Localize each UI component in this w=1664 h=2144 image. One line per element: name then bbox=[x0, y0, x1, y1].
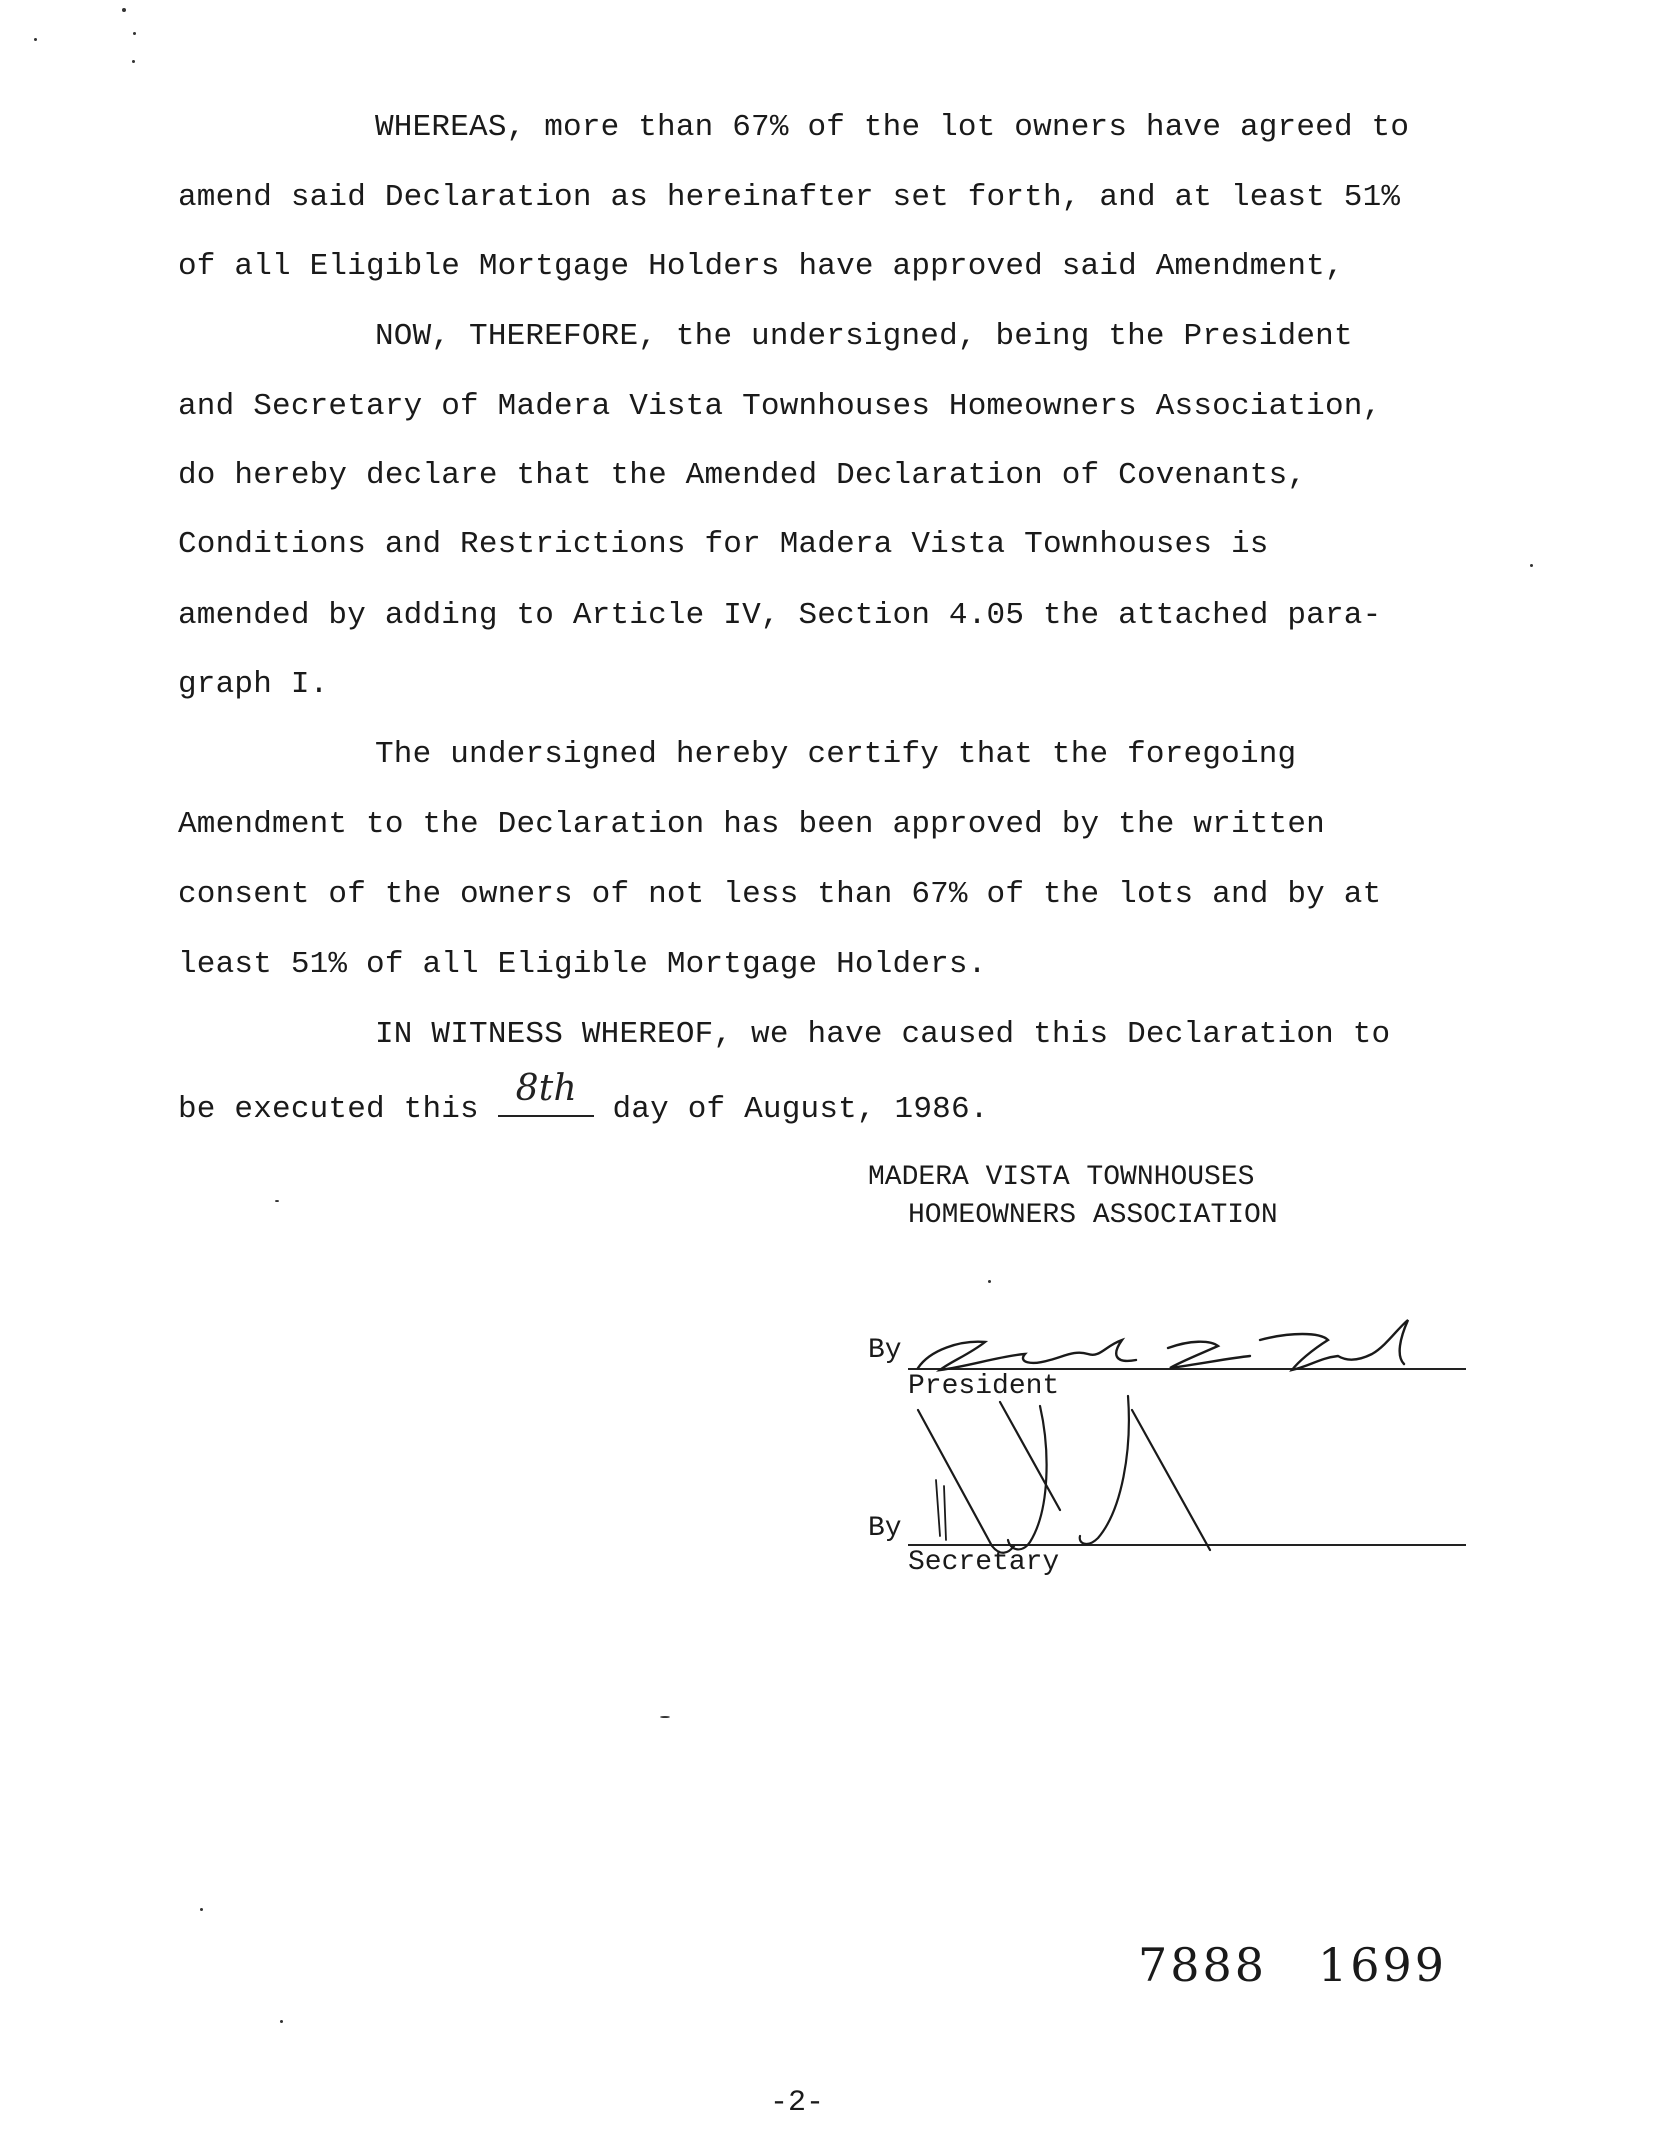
association-name-line-1: MADERA VISTA TOWNHOUSES bbox=[868, 1162, 1255, 1193]
day-blank bbox=[498, 1068, 594, 1117]
recording-page-number: 1699 bbox=[1318, 1938, 1448, 1992]
secretary-signature-stroke-5 bbox=[1132, 1410, 1210, 1550]
president-signature-stroke-3 bbox=[1260, 1320, 1408, 1370]
paragraph-3-line-1: The undersigned hereby certify that the foregoing bbox=[375, 737, 1297, 772]
scan-speck bbox=[275, 1200, 279, 1202]
association-name-line-2: HOMEOWNERS ASSOCIATION bbox=[908, 1200, 1278, 1231]
scan-speck bbox=[988, 1280, 991, 1283]
president-signature-stroke bbox=[918, 1340, 1136, 1370]
secretary-signature-stroke-4 bbox=[1080, 1396, 1129, 1544]
scan-speck bbox=[132, 60, 135, 63]
paragraph-3-line-3: consent of the owners of not less than 67% of the lots and by at bbox=[178, 877, 1382, 912]
secretary-signature-stroke-6 bbox=[936, 1480, 946, 1540]
paragraph-1-line-1: WHEREAS, more than 67% of the lot owners have agreed to bbox=[375, 110, 1410, 145]
paragraph-4-line-1: IN WITNESS WHEREOF, we have caused this Declaration to bbox=[375, 1017, 1391, 1052]
secretary-signature-stroke bbox=[918, 1410, 1014, 1553]
paragraph-3-line-2: Amendment to the Declaration has been approved by the written bbox=[178, 807, 1325, 842]
secretary-signature-stroke-2 bbox=[1000, 1402, 1060, 1510]
president-by-label: By bbox=[868, 1335, 902, 1366]
paragraph-2-line-4: Conditions and Restrictions for Madera Vista Townhouses is bbox=[178, 527, 1269, 562]
scan-speck bbox=[280, 2020, 283, 2023]
handwritten-day: 8th bbox=[515, 1068, 577, 1109]
scan-speck bbox=[1530, 564, 1533, 567]
recording-book-number: 7888 bbox=[1138, 1938, 1268, 1992]
paragraph-2-line-6: graph I. bbox=[178, 667, 329, 702]
paragraph-3-line-4: least 51% of all Eligible Mortgage Holders. bbox=[178, 947, 987, 982]
handwritten-signatures-graphic bbox=[900, 1310, 1480, 1570]
paragraph-1-line-2: amend said Declaration as hereinafter set forth, and at least 51% bbox=[178, 180, 1401, 215]
scan-speck bbox=[34, 38, 37, 41]
paragraph-4-line-2 bbox=[178, 1068, 989, 1130]
page-number: -2- bbox=[770, 2086, 825, 2120]
paragraph-2-line-1: NOW, THEREFORE, the undersigned, being the President bbox=[375, 319, 1353, 354]
paragraph-2-line-5: amended by adding to Article IV, Section 4.05 the attached para- bbox=[178, 598, 1382, 633]
president-title: President bbox=[908, 1371, 1060, 1402]
secretary-by-label: By bbox=[868, 1513, 902, 1544]
scan-speck bbox=[660, 1716, 670, 1718]
scan-speck bbox=[133, 32, 136, 35]
execution-suffix: day of August, 1986. bbox=[612, 1092, 989, 1127]
paragraph-2-line-3: do hereby declare that the Amended Declaration of Covenants, bbox=[178, 458, 1307, 493]
paragraph-1-line-3: of all Eligible Mortgage Holders have approved said Amendment, bbox=[178, 249, 1344, 284]
president-signature-stroke-2 bbox=[1168, 1342, 1250, 1368]
paragraph-2-line-2: and Secretary of Madera Vista Townhouses Homeowners Association, bbox=[178, 389, 1382, 424]
scan-speck bbox=[122, 8, 126, 12]
scan-speck bbox=[200, 1908, 203, 1911]
secretary-title: Secretary bbox=[908, 1547, 1060, 1578]
execution-prefix: be executed this bbox=[178, 1092, 479, 1127]
